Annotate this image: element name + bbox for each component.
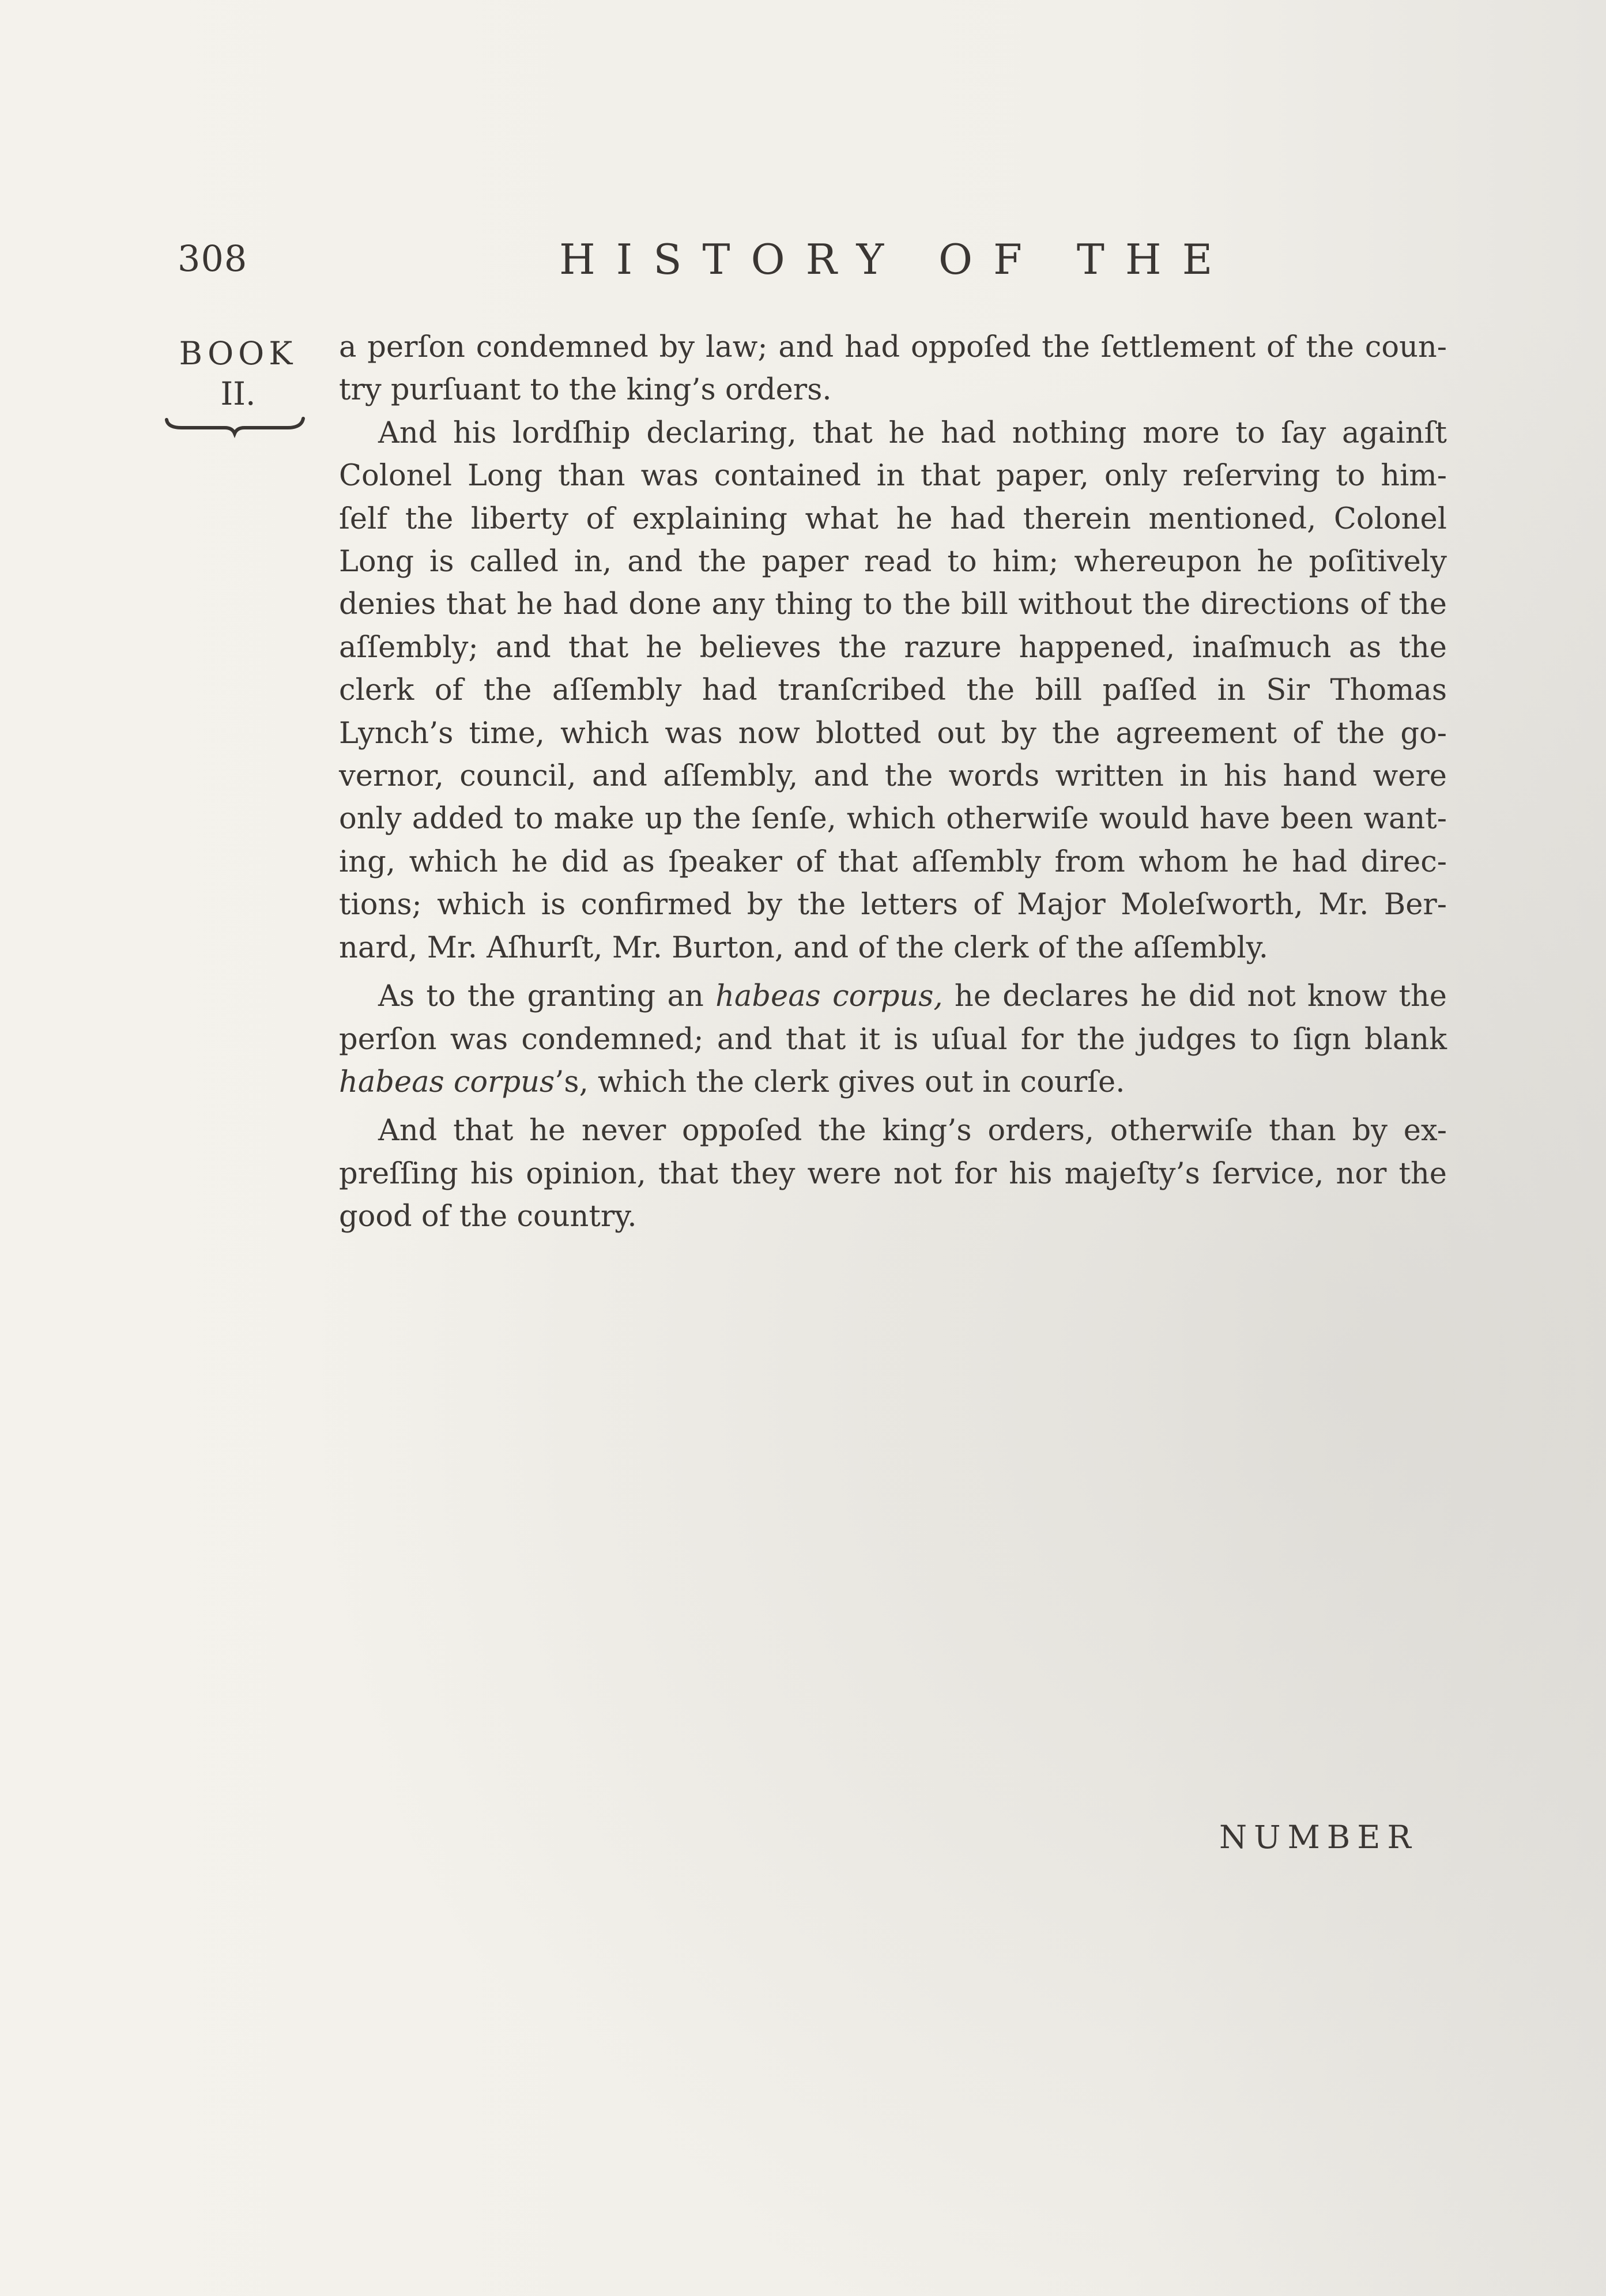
margin-brace-icon bbox=[164, 415, 306, 438]
text-line: good of the country. bbox=[339, 1200, 637, 1234]
paragraph-2 bbox=[339, 412, 1447, 970]
text-line: vernor, council, and aſſembly, and the words written in his hand were bbox=[339, 759, 1447, 794]
text-line: perſon was condemned; and that it is uſual for the judges to ſign blank bbox=[339, 1022, 1447, 1057]
text-line: Lynch’s time, which was now blotted out by the agreement of the go- bbox=[339, 716, 1447, 751]
body-text bbox=[339, 326, 1447, 1239]
running-title: HISTORY OF THE bbox=[559, 235, 1234, 284]
paragraph-1 bbox=[339, 326, 1447, 412]
text-line: tions; which is confirmed by the letters of Major Moleſworth, Mr. Ber- bbox=[339, 888, 1447, 922]
text-line: And that he never oppoſed the king’s orders, otherwiſe than by ex- bbox=[378, 1114, 1447, 1148]
text-line: ing, which he did as ſpeaker of that aſſembly from whom he had direc- bbox=[339, 844, 1447, 879]
latin-term: habeas corpus, bbox=[715, 979, 943, 1014]
text-line: Colonel Long than was contained in that paper, only reſerving to him- bbox=[339, 459, 1447, 493]
margin-book-reference bbox=[166, 333, 310, 414]
catchword: NUMBER bbox=[1219, 1819, 1418, 1856]
text-line bbox=[339, 975, 1447, 1018]
paragraph-4 bbox=[339, 1110, 1447, 1238]
text-run: ’s, which the clerk gives out in courſe. bbox=[555, 1065, 1125, 1099]
text-line: And his lordſhip declaring, that he had nothing more to ſay againſt bbox=[378, 416, 1447, 450]
page-number: 308 bbox=[178, 237, 248, 280]
margin-book-numeral: II. bbox=[220, 375, 256, 412]
text-line bbox=[339, 1061, 1447, 1104]
margin-book-label: BOOK bbox=[179, 335, 297, 372]
text-line: aſſembly; and that he believes the razure happened, inaſmuch as the bbox=[339, 630, 1447, 665]
text-line: only added to make up the ſenſe, which otherwiſe would have been want- bbox=[339, 802, 1447, 836]
paragraph-3 bbox=[339, 975, 1447, 1104]
text-line: clerk of the aſſembly had tranſcribed the bill paſſed in Sir Thomas bbox=[339, 673, 1447, 708]
text-line: nard, Mr. Aſhurſt, Mr. Burton, and of the clerk of the aſſembly. bbox=[339, 930, 1268, 965]
text-line: denies that he had done any thing to the bill without the directions of the bbox=[339, 587, 1447, 622]
text-line: preſſing his opinion, that they were not for his majeſty’s ſervice, nor the bbox=[339, 1156, 1447, 1191]
latin-term: habeas corpus bbox=[339, 1065, 555, 1099]
text-line: try purſuant to the king’s orders. bbox=[339, 373, 832, 408]
text-line: Long is called in, and the paper read to him; whereupon he poſitively bbox=[339, 545, 1447, 579]
text-line: a perſon condemned by law; and had oppoſed the ſettlement of the coun- bbox=[339, 330, 1447, 364]
text-line: ſelf the liberty of explaining what he had therein mentioned, Colonel bbox=[339, 502, 1447, 536]
text-run: As to the granting an bbox=[378, 979, 716, 1014]
text-run: he declares he did not know the bbox=[943, 979, 1447, 1014]
